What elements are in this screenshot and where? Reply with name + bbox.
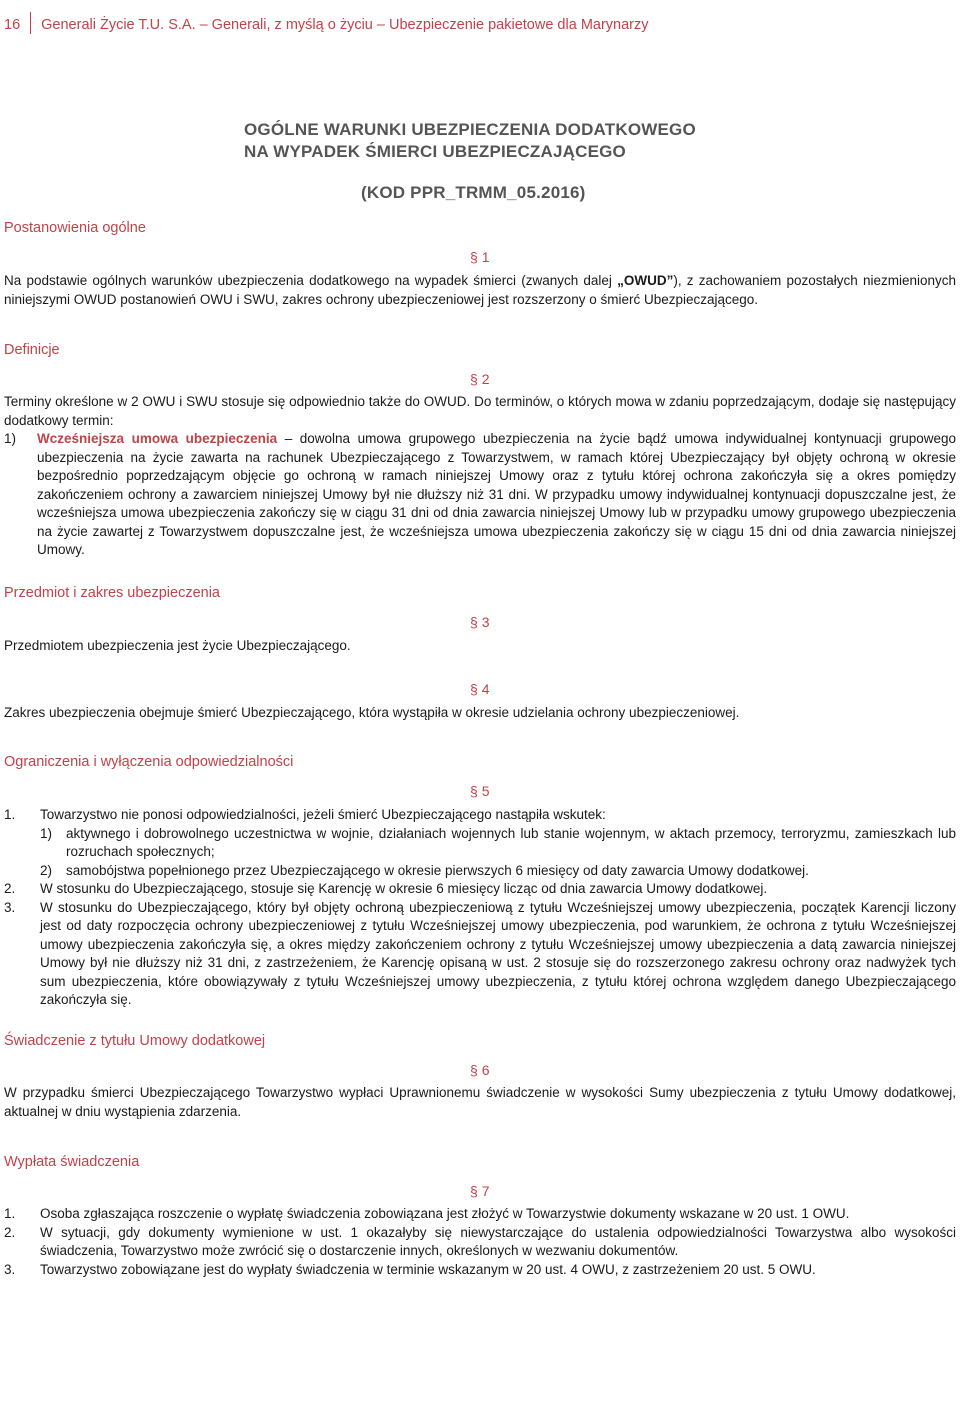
section-sign-icon: § [470,681,478,697]
section-sign-icon: § [470,1062,478,1078]
paragraph-number-5: § 5 [470,783,490,799]
definition-item-number: 1) [4,431,17,446]
section-heading-exclusions: Ograniczenia i wyłączenia odpowiedzialności [4,754,294,770]
list-subitem: 1) aktywnego i dobrowolnego uczestnictwa w wojnie, działaniach wojennych lub stanie wojennym, w aktach przemocy, terroryzmu, zamieszkach lub rozruchach społecznych; [40,825,956,859]
list-item: 3. W stosunku do Ubezpieczającego, który był objęty ochroną ubezpieczeniową z tytułu Wcześniejszej umowy ubezpieczenia, początek Karencji liczony jest od daty rozpoczęcia ochrony ubezpieczeniowej z tytułu Wcześniejszej umowy ubezpieczenia, pod warunkiem, że ochrona z tytułu Wcześniejszej umowy ubezpieczenia zakończyła się, a okres między zakończeniem ochrony z tytułu Wcześniejszej umowy ubezpieczenia a datą zawarcia niniejszej Umowy był nie dłuższy niż 31 dni, z zastrzeżeniem, że Karencję opisaną w ust. 2 stosuje się do rozszerzonego zakresu ochrony oraz nadwyżek tych sum ubezpieczenia, które obowiązywały z tytułu Wcześniejszej umowy ubezpieczenia, z tytułu której ochrona względem danego Ubezpieczającego zakończyła się. [4,899,956,1007]
list-item: 1. Osoba zgłaszająca roszczenie o wypłatę świadczenia zobowiązana jest złożyć w Towarzystwie dokumenty wskazane w 20 ust. 1 OWU. [4,1206,850,1221]
paragraph-4-text: Zakres ubezpieczenia obejmuje śmierć Ubezpieczającego, która wystąpiła w okresie udzielania ochrony ubezpieczeniowej. [4,705,740,720]
paragraph-6-text: W przypadku śmierci Ubezpieczającego Towarzystwo wypłaci Uprawnionemu świadczenie w wysokości Sumy ubezpieczenia z tytułu Umowy dodatkowej, aktualnej w dniu wystąpienia zdarzenia. [4,1085,956,1119]
page-number: 16 [4,17,21,33]
section-sign-icon: § [470,783,478,799]
header-divider [30,12,31,34]
paragraph-number-1: § 1 [470,249,490,265]
paragraph-number-2: § 2 [470,371,490,387]
defined-term: Wcześniejsza umowa ubezpieczenia [37,431,278,446]
paragraph-number-7: § 7 [470,1183,490,1199]
list-item: 3. Towarzystwo zobowiązane jest do wypłaty świadczenia w terminie wskazanym w 20 ust. 4 OWU, z zastrzeżeniem 20 ust. 5 OWU. [4,1261,816,1277]
section-sign-icon: § [470,249,478,265]
section-sign-icon: § [470,371,478,387]
list-item: 1. Towarzystwo nie ponosi odpowiedzialności, jeżeli śmierć Ubezpieczającego nastąpiła wskutek: [4,807,606,822]
section-heading-definitions: Definicje [4,342,60,358]
header-company: Generali Życie T.U. S.A. [41,17,196,33]
section-heading-general: Postanowienia ogólne [4,220,146,236]
section-sign-icon: § [470,1183,478,1199]
section-sign-icon: § [470,614,478,630]
definition-item [4,430,956,560]
document-title-line1: OGÓLNE WARUNKI UBEZPIECZENIA DODATKOWEGO [244,120,696,139]
section-heading-benefit: Świadczenie z tytułu Umowy dodatkowej [4,1033,266,1049]
document-code: (KOD PPR_TRMM_05.2016) [361,183,586,202]
exclusions-list [4,806,956,1010]
definition-item-text: Wcześniejsza umowa ubezpieczenia – dowolna umowa grupowego ubezpieczenia na życie bądź umowa indywidualnej kontynuacji grupowego ubezpieczenia na życie zawarta na rachunek Ubezpieczającego z Towarzystwem, w ramach której Ubezpieczający był objęty ochroną w okresie bezpośrednio poprzedzającym objęcie go ochroną w ramach niniejszej Umowy oraz z tytułu której ochrona zakończyła się a okres pomiędzy zakończeniem ochrony a zawarciem niniejszej Umowy był nie dłuższy niż 31 dni. W przypadku umowy indywidualnej kontynuacji dopuszczalne jest, że wcześniejsza umowa ubezpieczenia zakończy się w ciągu 31 dni od dnia zawarcia niniejszej Umowy lub w przypadku umowy grupowego ubezpieczenia na życie zawartej z Towarzystwem dopuszczalne jest, że wcześniejsza umowa ubezpieczenia zakończy się w ciągu 15 dni od dnia zawarcia niniejszej Umowy. [37,431,956,557]
paragraph-1-text: Na podstawie ogólnych warunków ubezpieczenia dodatkowego na wypadek śmierci (zwanych dalej „OWUD”), z zachowaniem pozostałych niezmienionych niniejszymi OWUD postanowień OWU i SWU, zakres ochrony ubezpieczeniowej jest rozszerzony o śmierć Ubezpieczającego. [4,273,956,307]
header-subtitle: – Generali, z myślą o życiu – Ubezpieczenie pakietowe dla Marynarzy [199,17,649,33]
payment-list [4,1205,956,1279]
paragraph-number-3: § 3 [470,614,490,630]
list-subitem: 2) samobójstwa popełnionego przez Ubezpieczającego w okresie pierwszych 6 miesięcy od daty zawarcia Umowy dodatkowej. [40,862,809,878]
paragraph-number-4: § 4 [470,681,490,697]
list-item: 2. W stosunku do Ubezpieczającego, stosuje się Karencję w okresie 6 miesięcy licząc od dnia zawarcia Umowy dodatkowej. [4,881,768,896]
paragraph-2-intro: Terminy określone w 2 OWU i SWU stosuje się odpowiednio także do OWUD. Do terminów, o których mowa w zdaniu poprzedzającym, dodaje się następujący dodatkowy termin: [4,394,956,428]
paragraph-3-text: Przedmiotem ubezpieczenia jest życie Ubezpieczającego. [4,638,351,653]
definition-list [4,430,956,560]
running-header [4,12,649,34]
list-item: 2. W sytuacji, gdy dokumenty wymienione w ust. 1 okazałyby się niewystarczające do ustalenia odpowiedzialności Towarzystwa albo wysokości świadczenia, Towarzystwo może zwrócić się o dostarczenie innych, określonych w wezwaniu dokumentów. [4,1224,956,1258]
document-title-line2: NA WYPADEK ŚMIERCI UBEZPIECZAJĄCEGO [244,142,626,161]
paragraph-number-6: § 6 [470,1062,490,1078]
section-heading-subject: Przedmiot i zakres ubezpieczenia [4,585,220,601]
section-heading-payment: Wypłata świadczenia [4,1154,140,1170]
